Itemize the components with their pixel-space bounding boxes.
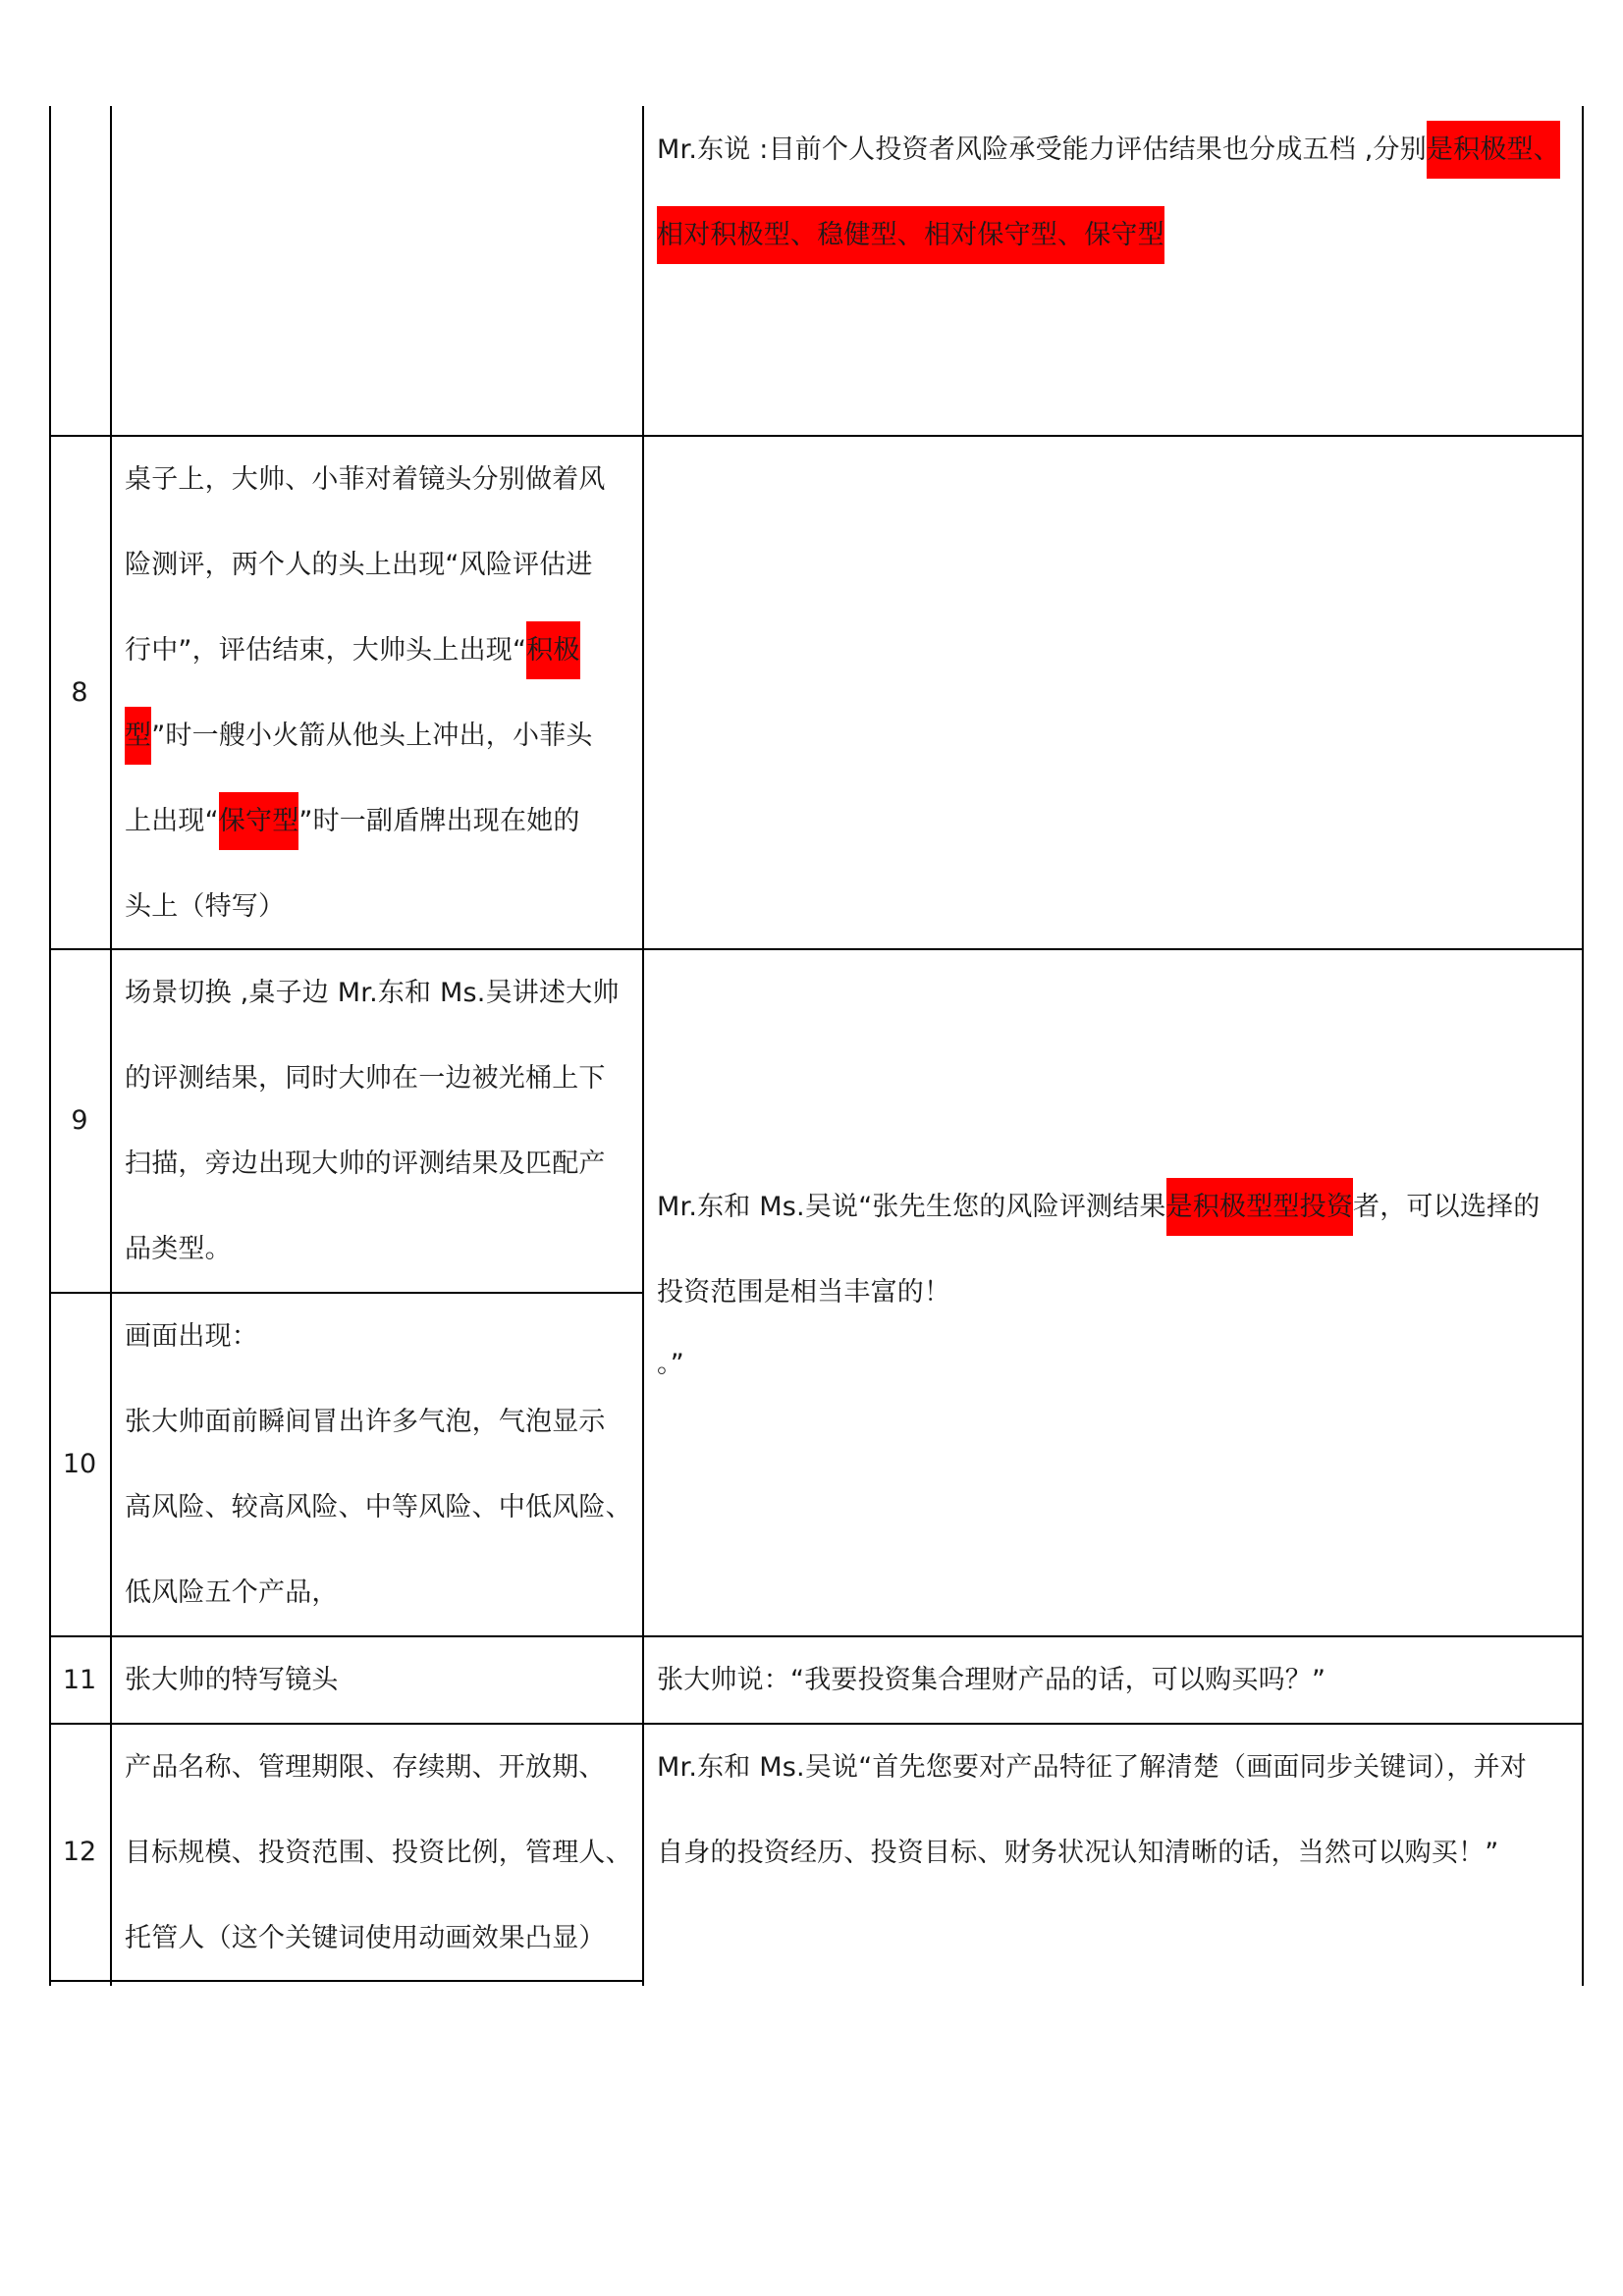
table-divider-num bbox=[110, 106, 112, 1986]
row-9-10-dialogue bbox=[657, 1164, 1580, 1394]
row-11-number: 11 bbox=[62, 1665, 97, 1695]
table-border-right bbox=[1582, 106, 1584, 1986]
row-11-shot bbox=[125, 1637, 640, 1723]
row-11-dialogue bbox=[657, 1637, 1580, 1723]
highlighted-text: 积极 bbox=[526, 621, 579, 679]
highlighted-text: 相对积极型、稳健型、相对保守型、保守型 bbox=[657, 206, 1164, 264]
shot-text: 品类型。 bbox=[125, 1234, 232, 1264]
shot-text: 目标规模、投资范围、投资比例，管理人、 bbox=[125, 1838, 632, 1868]
dialogue-text: Mr.东说 :目前个人投资者风险承受能力评估结果也分成五档 ,分别 bbox=[657, 134, 1427, 165]
row-9-number: 9 bbox=[71, 1105, 88, 1136]
shot-text: 低风险五个产品， bbox=[125, 1577, 339, 1608]
highlighted-text: 是积极型型投资 bbox=[1166, 1178, 1353, 1236]
dialogue-text: 张大帅说：“我要投资集合理财产品的话，可以购买吗？” bbox=[657, 1665, 1326, 1695]
row-9-shot bbox=[125, 950, 640, 1292]
shot-text: 行中”，评估结束，大帅头上出现“ bbox=[125, 635, 527, 666]
row-12-dialogue bbox=[657, 1725, 1580, 1896]
shot-text: 扫描，旁边出现大帅的评测结果及匹配产 bbox=[125, 1148, 606, 1179]
row-8-number: 8 bbox=[71, 677, 88, 708]
shot-text: 头上（特写） bbox=[125, 891, 286, 922]
row-10-number: 10 bbox=[62, 1449, 97, 1479]
shot-text: ”时一副盾牌出现在她的 bbox=[298, 806, 580, 836]
shot-text: 张大帅的特写镜头 bbox=[125, 1665, 339, 1695]
dialogue-text: 。” bbox=[657, 1349, 684, 1379]
shot-text: 的评测结果，同时大帅在一边被光桶上下 bbox=[125, 1063, 606, 1094]
shot-text: 险测评，两个人的头上出现“风险评估进 bbox=[125, 550, 593, 580]
row-12-number: 12 bbox=[62, 1837, 97, 1867]
highlighted-text: 型 bbox=[125, 707, 151, 765]
shot-text: 高风险、较高风险、中等风险、中低风险、 bbox=[125, 1492, 632, 1522]
row-10-shot bbox=[125, 1294, 640, 1635]
shot-text: 桌子上，大帅、小菲对着镜头分别做着风 bbox=[125, 464, 606, 495]
dialogue-text: Mr.东和 Ms.吴说“张先生您的风险评测结果 bbox=[657, 1192, 1166, 1222]
shot-text: 张大帅面前瞬间冒出许多气泡，气泡显示 bbox=[125, 1407, 606, 1437]
shot-text: 上出现“ bbox=[125, 806, 219, 836]
shot-text: 托管人（这个关键词使用动画效果凸显） bbox=[125, 1923, 606, 1953]
dialogue-text: 投资范围是相当丰富的！ bbox=[657, 1277, 951, 1308]
shot-text: 场景切换 ,桌子边 Mr.东和 Ms.吴讲述大帅 bbox=[125, 978, 620, 1008]
table-divider-middle bbox=[642, 106, 644, 1986]
highlighted-text: 保守型 bbox=[219, 792, 299, 850]
shot-text: 产品名称、管理期限、存续期、开放期、 bbox=[125, 1752, 606, 1783]
shot-text: 画面出现： bbox=[125, 1321, 258, 1352]
dialogue-text: Mr.东和 Ms.吴说“首先您要对产品特征了解清楚（画面同步关键词），并对 bbox=[657, 1752, 1527, 1783]
dialogue-text: 自身的投资经历、投资目标、财务状况认知清晰的话，当然可以购买！” bbox=[657, 1838, 1499, 1868]
dialogue-text: 者，可以选择的 bbox=[1353, 1192, 1541, 1222]
row-12-shot bbox=[125, 1725, 640, 1981]
shot-text: ”时一艘小火箭从他头上冲出，小菲头 bbox=[151, 721, 593, 751]
row-7-dialogue bbox=[657, 107, 1580, 278]
row-8-shot bbox=[125, 437, 635, 949]
highlighted-text: 是积极型、 bbox=[1427, 121, 1560, 179]
